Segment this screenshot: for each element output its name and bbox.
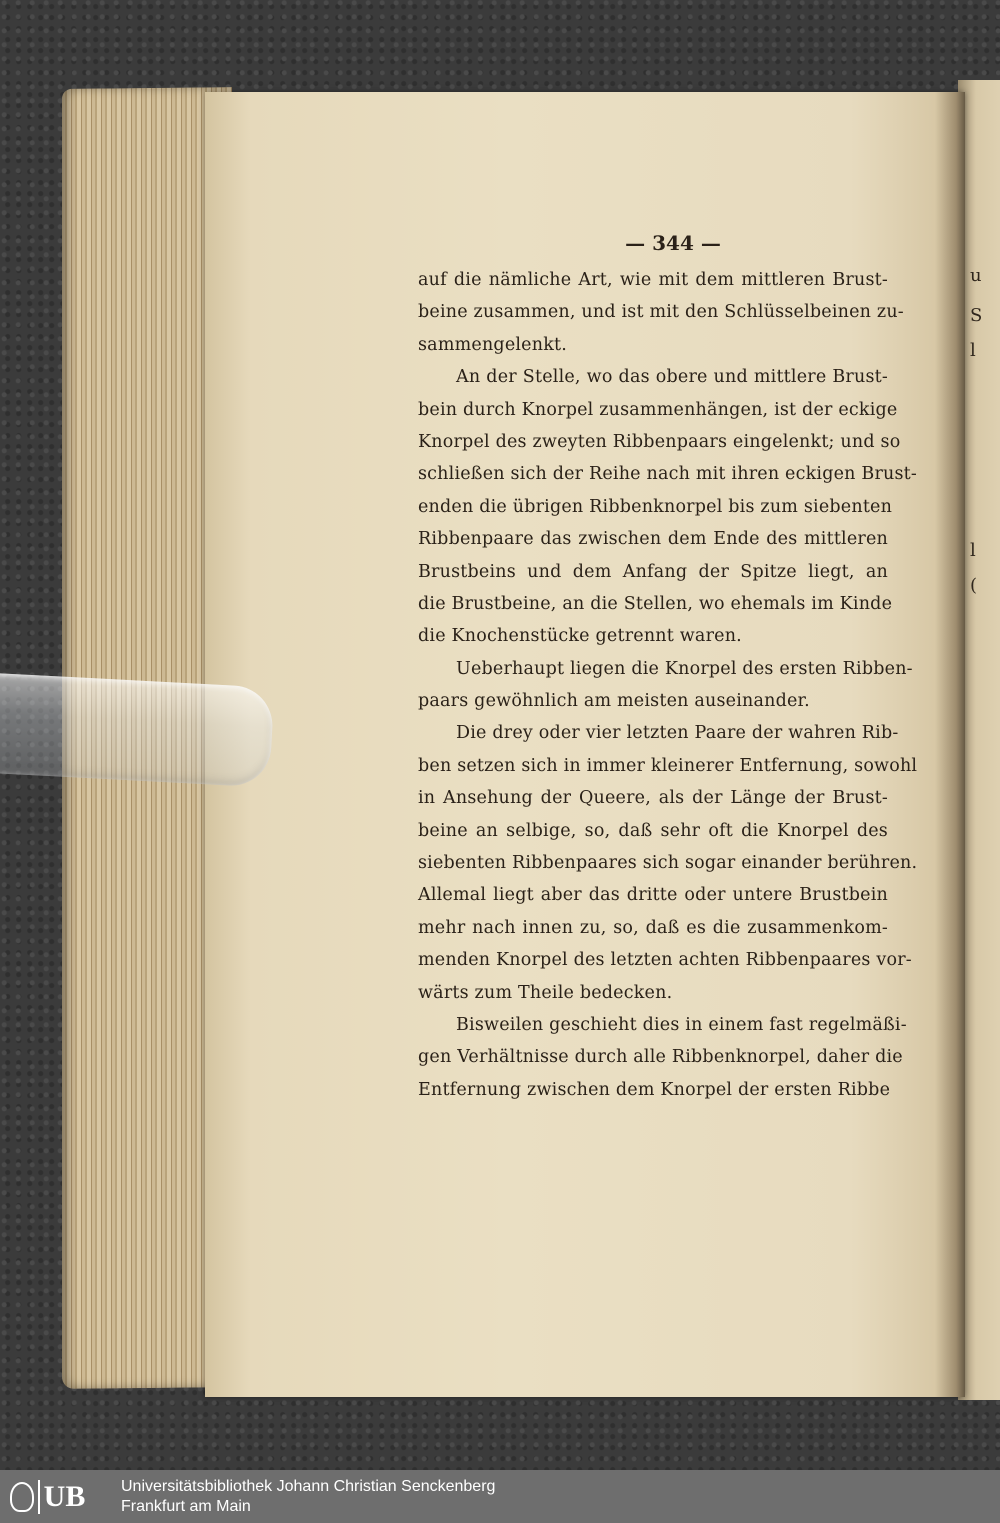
text-line: beine zusammen, und ist mit den Schlüsselbeinen zu-	[418, 302, 904, 323]
text-line: gen Verhältnisse durch alle Ribbenknorpel, daher die	[418, 1047, 903, 1068]
logo-text: UB	[38, 1480, 86, 1514]
text-line: mehr nach innen zu, so, daß es die zusammenkom-	[418, 917, 888, 938]
text-line: auf die nämliche Art, wie mit dem mittleren Brust-	[418, 270, 888, 290]
footer-bar	[0, 1470, 1000, 1523]
text-line: Entfernung zwischen dem Knorpel der ersten Ribbe	[418, 1079, 891, 1100]
text-line: enden die übrigen Ribbenknorpel bis zum siebenten	[418, 496, 893, 517]
text-line: bein durch Knorpel zusammenhängen, ist der eckige	[418, 399, 898, 420]
footer-institution	[121, 1477, 495, 1517]
text-line: Brustbeins und dem Anfang der Spitze liegt, an	[418, 561, 888, 582]
next-page-glyph: u	[970, 265, 982, 286]
seal-icon	[10, 1482, 34, 1512]
next-page-glyph: l	[970, 540, 976, 561]
text-line: Bisweilen geschieht dies in einem fast regelmäßi-	[456, 1014, 907, 1035]
text-line: ben setzen sich in immer kleinerer Entfernung, sowohl	[418, 755, 918, 776]
text-line: Die drey oder vier letzten Paare der wahren Rib-	[456, 723, 899, 744]
text-line: wärts zum Theile bedecken.	[418, 982, 673, 1003]
page-number: — 344 —	[625, 231, 721, 255]
next-page-glyph: (	[970, 575, 978, 596]
text-line: schließen sich der Reihe nach mit ihren eckigen Brust-	[418, 464, 918, 485]
text-line: paars gewöhnlich am meisten auseinander.	[418, 691, 810, 712]
text-lines	[418, 264, 918, 1106]
institution-city: Frankfurt am Main	[121, 1497, 251, 1515]
institution-name: Universitätsbibliothek Johann Christian Senckenberg	[121, 1477, 496, 1495]
text-line: Ueberhaupt liegen die Knorpel des ersten Ribben-	[456, 658, 913, 679]
text-line: Knorpel des zweyten Ribbenpaars eingelenkt; und so	[418, 431, 901, 452]
next-page-glyph: S	[970, 305, 983, 326]
text-line: Ribbenpaare das zwischen dem Ende des mittleren	[418, 529, 888, 550]
text-line: die Brustbeine, an die Stellen, wo ehemals im Kinde	[418, 593, 893, 614]
next-page-glyph: l	[970, 340, 976, 361]
text-line: siebenten Ribbenpaares sich sogar einander berühren.	[418, 853, 918, 874]
library-logo[interactable]	[0, 1470, 95, 1523]
text-line: in Ansehung der Queere, als der Länge der Brust-	[418, 788, 888, 809]
glass-page-weight	[0, 672, 274, 787]
text-line: menden Knorpel des letzten achten Ribbenpaares vor-	[418, 950, 912, 971]
text-line: die Knochenstücke getrennt waren.	[418, 626, 742, 647]
text-line: sammengelenkt.	[418, 334, 568, 355]
gutter-shadow	[935, 92, 965, 1397]
page-text-block	[418, 228, 918, 1106]
text-line: Allemal liegt aber das dritte oder untere Brustbein	[418, 885, 888, 906]
text-line: beine an selbige, so, daß sehr oft die Knorpel des	[418, 820, 888, 841]
text-line: An der Stelle, wo das obere und mittlere Brust-	[456, 367, 888, 388]
